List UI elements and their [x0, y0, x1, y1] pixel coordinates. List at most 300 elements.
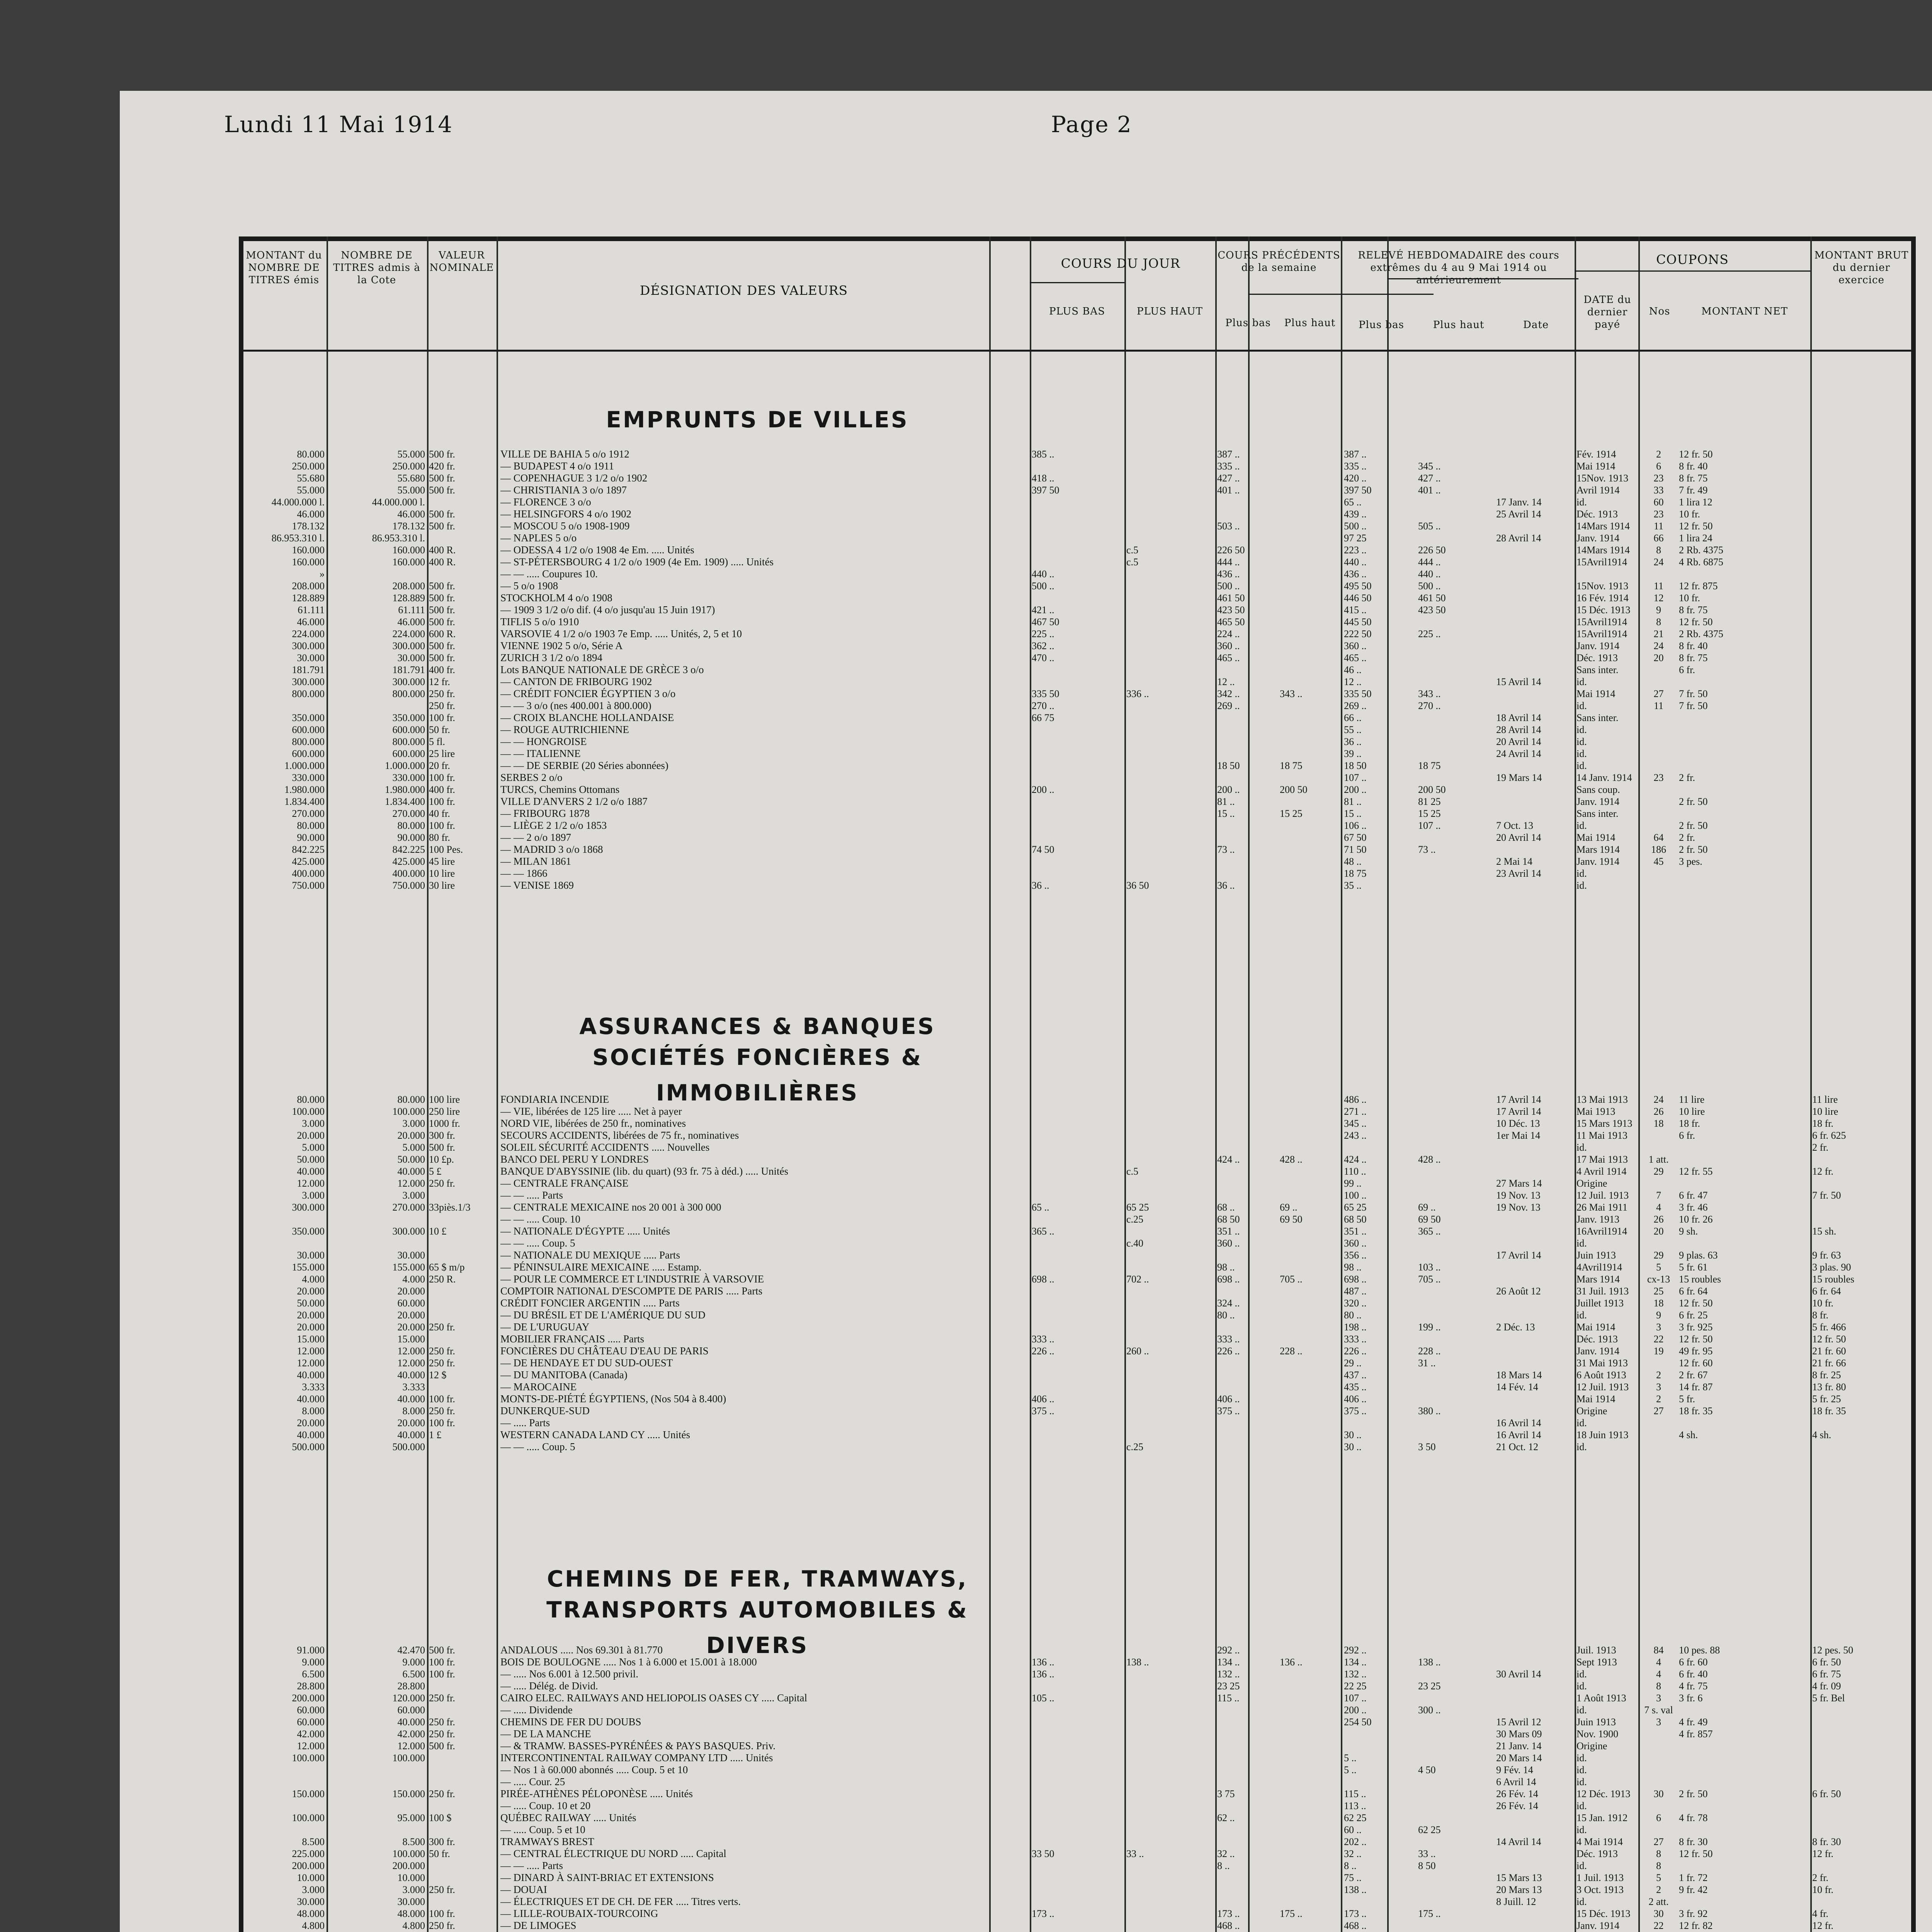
cell-pb [1032, 820, 1122, 832]
cell-ph [1126, 1752, 1213, 1764]
cell-m: 155.000 [292, 1262, 325, 1273]
cell-ph [1126, 1189, 1213, 1201]
cell-ph [1126, 508, 1213, 520]
cell-ph [1126, 700, 1213, 712]
cell-pb: 440 .. [1032, 568, 1054, 580]
section-title: TRANSPORTS AUTOMOBILES & DIVERS [546, 1597, 968, 1658]
cell-m [243, 1213, 325, 1225]
cell-ph [1126, 1429, 1213, 1441]
cell-ph [1126, 1740, 1213, 1752]
cell-m: 400.000 [292, 868, 325, 879]
cell-no: 30 [1653, 1788, 1664, 1799]
cell-pb [1032, 1117, 1122, 1129]
cell-cb: 500 .. [1217, 580, 1240, 592]
cell-brut [1812, 592, 1911, 604]
cell-no: 9 [1656, 1310, 1661, 1321]
cell-net: 9 fr. 42 [1679, 1884, 1708, 1895]
cell-m: 12.000 [297, 1740, 325, 1752]
cell-rd: 15 Avril 12 [1496, 1716, 1541, 1728]
cell-ch: 200 50 [1280, 784, 1308, 795]
cell-m [243, 1800, 325, 1812]
column-rule [327, 236, 328, 1932]
cell-n: 8.000 [402, 1405, 425, 1417]
cell-cb [1217, 1429, 1279, 1441]
cell-c: Déc. 1913 [1577, 652, 1618, 663]
cell-ph [1126, 676, 1213, 688]
cell-v: 100 fr. [429, 796, 455, 807]
cell-cb: 36 .. [1217, 880, 1235, 891]
cell-v: 500 fr. [429, 1142, 455, 1153]
cell-brut [1812, 736, 1911, 748]
cell-ph [1126, 652, 1213, 664]
cell-v [429, 1764, 495, 1776]
cell-cb: 444 .. [1217, 556, 1240, 568]
cell-n: 155.000 [392, 1262, 425, 1273]
cell-net: 7 fr. 50 [1679, 700, 1708, 711]
cell-n: 100.000 [392, 1106, 425, 1117]
cell-no [1640, 1764, 1677, 1776]
cell-d: — VENISE 1869 [500, 879, 574, 891]
cell-v: 30 lire [429, 880, 455, 891]
cell-brut: 4 sh. [1812, 1429, 1832, 1440]
cell-d: — ST-PÉTERSBOURG 4 1/2 o/o 1909 (4e Em. 1909) ..... Unités [500, 556, 774, 568]
cell-m: 750.000 [292, 880, 325, 891]
cell-ph [1126, 1788, 1213, 1800]
cell-no [1640, 1728, 1677, 1740]
cell-ph [1126, 1417, 1213, 1429]
cell-cb [1217, 1441, 1279, 1453]
cell-d: CRÉDIT FONCIER ARGENTIN ..... Parts [500, 1297, 680, 1309]
cell-c: id. [1577, 676, 1587, 687]
cell-rd: 30 Mars 09 [1496, 1728, 1542, 1740]
cell-n [328, 1764, 425, 1776]
cell-rh: 226 50 [1418, 544, 1446, 556]
cell-n: 30.000 [397, 1896, 425, 1907]
cell-pb [1032, 1357, 1122, 1369]
cell-rb: 269 .. [1344, 700, 1367, 711]
cell-brut [1812, 556, 1911, 568]
cell-rh: 23 25 [1418, 1680, 1441, 1692]
cell-v: 20 fr. [429, 760, 450, 771]
cell-rd [1496, 1393, 1573, 1405]
cell-v: 1 £ [429, 1429, 442, 1440]
cell-v: 100 fr. [429, 1393, 455, 1405]
cell-v: 500 fr. [429, 580, 455, 592]
cell-rd [1496, 1141, 1573, 1153]
column-rule [427, 236, 429, 1932]
col-rel-date: Date [1523, 319, 1549, 331]
cell-pb: 33 50 [1032, 1848, 1054, 1859]
cell-pb: 200 .. [1032, 784, 1054, 795]
cell-ch [1280, 472, 1340, 484]
cell-brut [1812, 520, 1911, 532]
cell-cb: 115 .. [1217, 1692, 1240, 1704]
cell-pb [1032, 1429, 1122, 1441]
cell-pb: 467 50 [1032, 616, 1060, 628]
cell-c: 14Mars 1914 [1577, 520, 1630, 532]
col-plus-haut: PLUS HAUT [1136, 306, 1203, 317]
col-prec-bas: Plus bas [1225, 317, 1271, 329]
section-title: EMPRUNTS DE VILLES [606, 406, 909, 433]
cell-ch [1280, 1752, 1340, 1764]
cell-m [243, 1237, 325, 1249]
cell-c: Sans coup. [1577, 784, 1620, 795]
cell-d: — Nos 1 à 60.000 abonnés ..... Coup. 5 et 10 [500, 1764, 688, 1776]
cell-brut: 6 fr. 625 [1812, 1130, 1846, 1141]
cell-rb: 107 .. [1344, 772, 1367, 783]
cell-rh [1418, 1249, 1495, 1261]
cell-net: 4 sh. [1679, 1429, 1698, 1440]
cell-rb: 67 50 [1344, 832, 1367, 843]
cell-rh: 705 .. [1418, 1274, 1441, 1285]
cell-net [1679, 1237, 1808, 1249]
cell-net [1679, 1704, 1808, 1716]
cell-m: 30.000 [297, 652, 325, 663]
cell-n: 330.000 [392, 772, 425, 783]
col-releve: RELEVÉ HEBDOMADAIRE des cours extrêmes du 4 au 9 Mai 1914 ou antérieurement [1358, 250, 1560, 286]
cell-pb [1032, 664, 1122, 676]
cell-c: id. [1577, 1704, 1587, 1716]
cell-ph [1126, 1776, 1213, 1788]
cell-d: — FLORENCE 3 o/o [500, 496, 591, 508]
cell-rh [1418, 652, 1495, 664]
cell-v: 5 £ [429, 1166, 442, 1177]
cell-c: Mai 1914 [1577, 688, 1616, 699]
cell-cb [1217, 1764, 1279, 1776]
cell-rb: 12 .. [1344, 676, 1362, 687]
cell-c: id. [1577, 748, 1587, 759]
cell-v: 500 fr. [429, 485, 455, 496]
cell-rb: 98 .. [1344, 1262, 1362, 1273]
cell-rd [1496, 1273, 1573, 1285]
cell-ph [1126, 1836, 1213, 1848]
cell-n: 95.000 [397, 1812, 425, 1823]
cell-cb: 401 .. [1217, 485, 1240, 496]
cell-v: 500 fr. [429, 616, 455, 628]
cell-rh [1418, 1644, 1495, 1656]
cell-c: id. [1577, 1752, 1587, 1764]
cell-d: — ..... Délég. de Divid. [500, 1680, 598, 1692]
cell-rh: 461 50 [1418, 592, 1446, 604]
cell-cb [1217, 1896, 1279, 1908]
cell-rh [1418, 1429, 1495, 1441]
cell-rb: 65 .. [1344, 497, 1362, 508]
cell-c: Fév. 1914 [1577, 449, 1616, 460]
cell-n: 48.000 [397, 1908, 425, 1919]
cell-c: Déc. 1913 [1577, 1333, 1618, 1345]
cell-ch [1280, 1716, 1340, 1728]
cell-rd [1496, 688, 1573, 700]
cell-no: 20 [1653, 652, 1664, 663]
cell-net [1679, 1417, 1808, 1429]
cell-ph: 138 .. [1126, 1656, 1149, 1668]
cell-no [1640, 1141, 1677, 1153]
cell-rh [1418, 879, 1495, 891]
cell-net: 12 fr. 50 [1679, 1298, 1713, 1309]
cell-v: 10 £ [429, 1226, 447, 1237]
cell-no [1640, 1824, 1677, 1836]
cell-pb [1032, 1141, 1122, 1153]
cell-net: 1 lira 12 [1679, 497, 1713, 508]
cell-d: — FRIBOURG 1878 [500, 808, 590, 819]
cell-net: 2 fr. 50 [1679, 796, 1708, 807]
cell-rh [1418, 1393, 1495, 1405]
cell-rb: 495 50 [1344, 580, 1372, 592]
cell-cb [1217, 1357, 1279, 1369]
cell-ph [1126, 1644, 1213, 1656]
cell-brut [1812, 616, 1911, 628]
cell-ch [1280, 1117, 1340, 1129]
cell-rd: 20 Avril 14 [1496, 736, 1541, 747]
cell-brut [1812, 676, 1911, 688]
cell-brut [1812, 808, 1911, 820]
cell-ch [1280, 1309, 1340, 1321]
cell-cb [1217, 748, 1279, 760]
cell-ph [1126, 1393, 1213, 1405]
cell-rh [1418, 1776, 1495, 1788]
cell-pb [1032, 556, 1122, 568]
cell-rh [1418, 736, 1495, 748]
cell-brut: 7 fr. 50 [1812, 1190, 1841, 1201]
cell-rh: 225 .. [1418, 628, 1441, 639]
cell-cb: 387 .. [1217, 449, 1240, 460]
cell-m: 15.000 [297, 1333, 325, 1345]
cell-brut [1812, 496, 1911, 508]
cell-rb: 387 .. [1344, 449, 1367, 460]
cell-m: 178.132 [292, 520, 325, 532]
cell-rd: 15 Avril 14 [1496, 676, 1541, 687]
cell-d: — NATIONALE DU MEXIQUE ..... Parts [500, 1249, 680, 1261]
cell-c: Juin 1913 [1577, 1716, 1616, 1728]
cell-v: 100 $ [429, 1812, 452, 1823]
cell-ph [1126, 1369, 1213, 1381]
header-rule [239, 350, 1916, 352]
cell-rd [1496, 520, 1573, 532]
cell-c: Juillet 1913 [1577, 1298, 1624, 1309]
cell-net [1679, 1824, 1808, 1836]
cell-rh [1418, 1836, 1495, 1848]
cell-rb: 335 50 [1344, 688, 1372, 699]
cell-d: — CHRISTIANIA 3 o/o 1897 [500, 484, 627, 496]
cell-pb: 173 .. [1032, 1908, 1054, 1919]
cell-rb: 30 .. [1344, 1429, 1362, 1440]
cell-brut [1812, 1800, 1911, 1812]
cell-rb: 198 .. [1344, 1321, 1367, 1333]
cell-pb [1032, 1094, 1122, 1105]
cell-d: — MILAN 1861 [500, 855, 571, 867]
cell-n: 20.000 [397, 1310, 425, 1321]
col-montant: MONTANT du NOMBRE DE TITRES émis [246, 250, 322, 286]
cell-n: 5.000 [402, 1142, 425, 1153]
cell-c: 15 Jan. 1912 [1577, 1812, 1628, 1823]
cell-m: 20.000 [297, 1321, 325, 1333]
cell-net [1679, 1860, 1808, 1872]
cell-ph [1126, 448, 1213, 460]
cell-cb [1217, 1824, 1279, 1836]
cell-ph [1126, 1680, 1213, 1692]
cell-ch [1280, 628, 1340, 640]
cell-rb: 71 50 [1344, 844, 1367, 855]
cell-rb: 22 25 [1344, 1680, 1367, 1692]
cell-no [1640, 1417, 1677, 1429]
cell-ch [1280, 748, 1340, 760]
cell-pb [1032, 1177, 1122, 1189]
cell-cb: 292 .. [1217, 1645, 1240, 1656]
cell-rd [1496, 1848, 1573, 1860]
cell-pb [1032, 724, 1122, 736]
cell-n: 60.000 [397, 1704, 425, 1716]
cell-brut [1812, 1776, 1911, 1788]
cell-v: 250 fr. [429, 1405, 455, 1417]
cell-d: — ÉLECTRIQUES ET DE CH. DE FER ..... Titres verts. [500, 1896, 741, 1907]
cell-net: 6 fr. [1679, 664, 1695, 675]
cell-n: 55.000 [397, 449, 425, 460]
cell-rd [1496, 556, 1573, 568]
cell-no: 22 [1653, 1920, 1664, 1931]
cell-m: 350.000 [292, 712, 325, 723]
cell-c: 4 Avril 1914 [1577, 1166, 1627, 1177]
cell-no: 1 att. [1648, 1154, 1669, 1165]
cell-rd [1496, 616, 1573, 628]
cell-ch [1280, 832, 1340, 844]
cell-no [1640, 1237, 1677, 1249]
cell-rb: 134 .. [1344, 1656, 1367, 1668]
cell-d: — ..... Dividende [500, 1704, 573, 1716]
cell-cb: 503 .. [1217, 520, 1240, 532]
cell-ph [1126, 1812, 1213, 1824]
cell-rd: 26 Fév. 14 [1496, 1800, 1538, 1811]
cell-c: Janv. 1914 [1577, 1345, 1619, 1357]
cell-v: 250 fr. [429, 688, 455, 699]
cell-rh [1418, 1728, 1495, 1740]
cell-rd: 16 Avril 14 [1496, 1429, 1541, 1440]
cell-cb [1217, 1704, 1279, 1716]
cell-rd: 17 Janv. 14 [1496, 497, 1542, 508]
cell-cb: 406 .. [1217, 1393, 1240, 1405]
cell-rb [1344, 1740, 1417, 1752]
cell-net: 3 fr. 46 [1679, 1202, 1708, 1213]
cell-n: 150.000 [392, 1788, 425, 1799]
cell-rh [1418, 1165, 1495, 1177]
cell-rh [1418, 1189, 1495, 1201]
cell-net: 6 fr. 40 [1679, 1668, 1708, 1680]
cell-no: 66 [1653, 532, 1664, 544]
cell-c: id. [1577, 1417, 1587, 1429]
cell-rb: 356 .. [1344, 1250, 1367, 1261]
cell-d: — COPENHAGUE 3 1/2 o/o 1902 [500, 472, 648, 484]
cell-c: 15 Mars 1913 [1577, 1118, 1633, 1129]
cell-cb [1217, 1094, 1279, 1105]
cell-n: 40.000 [397, 1166, 425, 1177]
cell-cb: 351 .. [1217, 1226, 1240, 1237]
cell-c: id. [1577, 1800, 1587, 1811]
cell-m: 8.000 [302, 1405, 325, 1417]
cell-v [429, 1824, 495, 1836]
cell-ch [1280, 724, 1340, 736]
cell-brut [1812, 664, 1911, 676]
cell-d: — CRÉDIT FONCIER ÉGYPTIEN 3 o/o [500, 688, 676, 699]
cell-net: 12 fr. 50 [1679, 449, 1713, 460]
cell-no: 11 [1653, 700, 1664, 711]
cell-ph [1126, 1249, 1213, 1261]
cell-v [429, 1309, 495, 1321]
cell-brut [1812, 1441, 1911, 1453]
cell-c: 3 Oct. 1913 [1577, 1884, 1624, 1895]
cell-rd [1496, 1357, 1573, 1369]
cell-c: Sans inter. [1577, 808, 1619, 819]
cell-no: 4 [1656, 1202, 1661, 1213]
cell-m: 1.980.000 [284, 784, 325, 795]
cell-brut [1812, 1896, 1911, 1908]
cell-no: 24 [1653, 640, 1664, 651]
cell-pb: 365 .. [1032, 1226, 1054, 1237]
cell-rh: 505 .. [1418, 520, 1441, 532]
cell-cb: 335 .. [1217, 461, 1240, 472]
cell-d: QUÉBEC RAILWAY ..... Unités [500, 1812, 636, 1823]
cell-no: 2 att. [1648, 1896, 1669, 1907]
cell-net [1679, 784, 1808, 796]
cell-cb: 12 .. [1217, 676, 1235, 687]
col-montant-net: MONTANT NET [1701, 306, 1788, 317]
cell-rh: 300 .. [1418, 1704, 1441, 1716]
cell-m: 1.834.400 [284, 796, 325, 807]
section-title: ASSURANCES & BANQUES [579, 1013, 935, 1039]
cell-cb: 465 50 [1217, 616, 1245, 628]
cell-brut [1812, 1704, 1911, 1716]
cell-rh [1418, 712, 1495, 724]
cell-m: 3.000 [302, 1118, 325, 1129]
cell-m: 55.000 [297, 485, 325, 496]
cell-pb [1032, 1165, 1122, 1177]
cell-net: 4 fr. 857 [1679, 1728, 1713, 1740]
cell-rb: 18 75 [1344, 868, 1367, 879]
cell-pb: 335 50 [1032, 688, 1060, 699]
cell-rh: 423 50 [1418, 604, 1446, 616]
cell-ph [1126, 1309, 1213, 1321]
cell-v: 250 lire [429, 1106, 460, 1117]
cell-ch [1280, 1369, 1340, 1381]
cell-c: Sept 1913 [1577, 1656, 1617, 1668]
cell-d: DUNKERQUE-SUD [500, 1405, 590, 1417]
cell-rh [1418, 448, 1495, 460]
cell-net: 9 plas. 63 [1679, 1250, 1718, 1261]
cell-rh: 228 .. [1418, 1345, 1441, 1357]
cell-n: 4.800 [402, 1920, 425, 1931]
cell-rb: 39 .. [1344, 748, 1362, 759]
cell-ph [1126, 1728, 1213, 1740]
cell-v: 400 R. [429, 556, 456, 568]
cell-rb: 115 .. [1344, 1788, 1366, 1799]
cell-rh [1418, 1752, 1495, 1764]
cell-rd [1496, 844, 1573, 855]
cell-rd [1496, 796, 1573, 808]
cell-brut: 10 lire [1812, 1106, 1838, 1117]
cell-d: STOCKHOLM 4 o/o 1908 [500, 592, 612, 604]
cell-v: 250 fr. [429, 1692, 455, 1704]
cell-ch [1280, 1381, 1340, 1393]
cell-m: 28.800 [297, 1680, 325, 1692]
cell-brut [1812, 844, 1911, 855]
cell-cb [1217, 1800, 1279, 1812]
cell-rh [1418, 496, 1495, 508]
cell-brut [1812, 1213, 1911, 1225]
cell-ph [1126, 1896, 1213, 1908]
cell-v: 50 fr. [429, 724, 450, 735]
cell-m: 12.000 [297, 1357, 325, 1369]
cell-no: 21 [1653, 628, 1664, 639]
cell-v [429, 1441, 495, 1453]
cell-d: VARSOVIE 4 1/2 o/o 1903 7e Emp. ..... Unités, 2, 5 et 10 [500, 628, 742, 639]
